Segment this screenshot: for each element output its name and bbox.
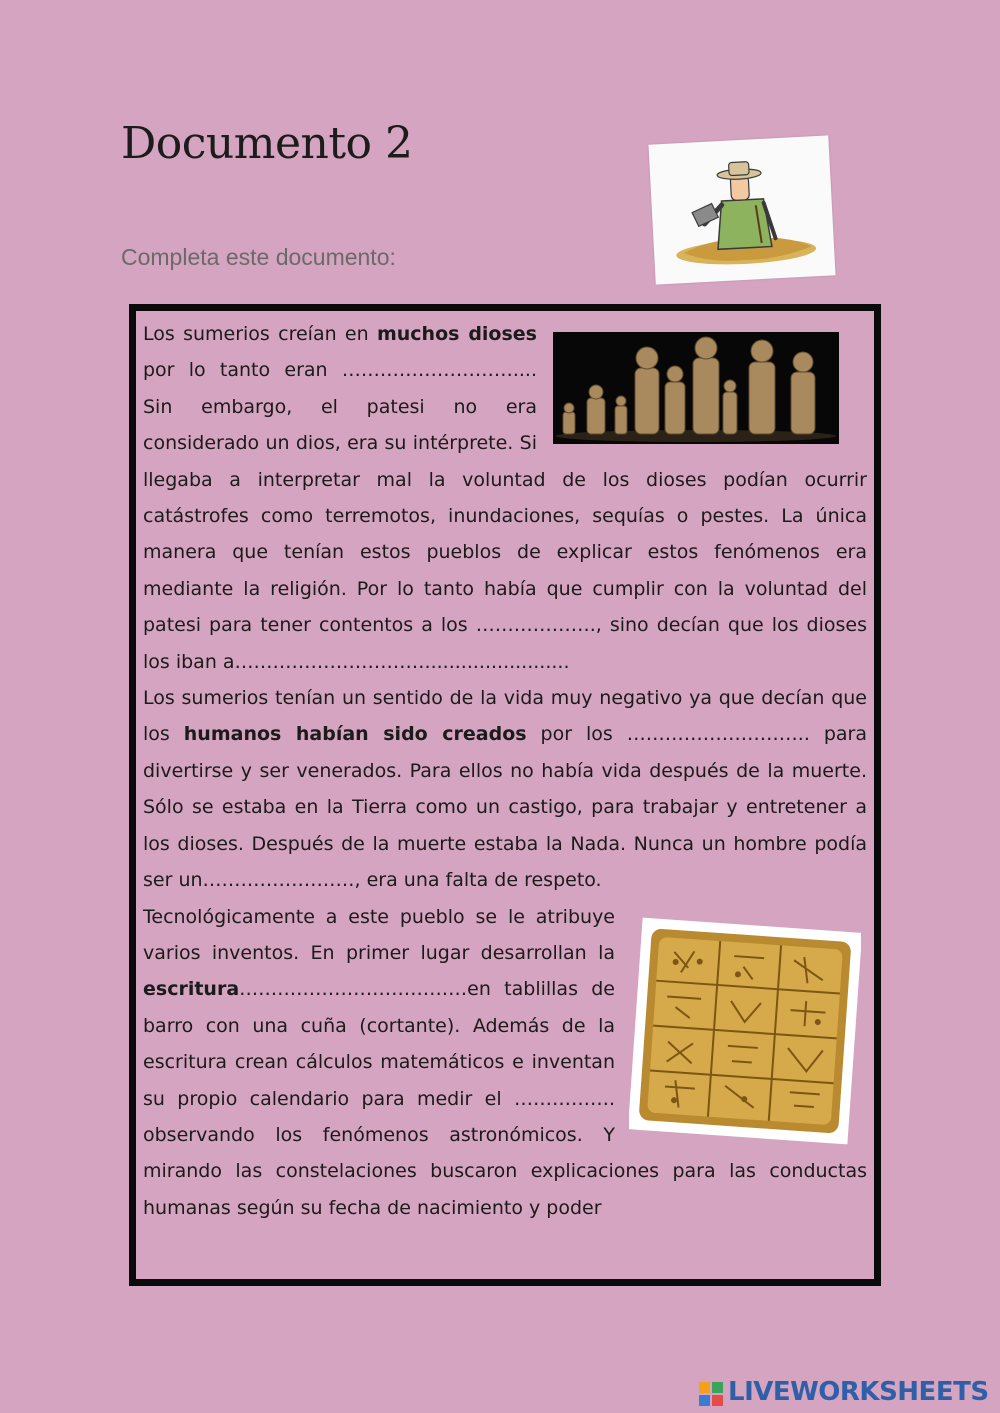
paragraph-3-part-2: ………………………………en tablillas de barro con una cuña (cortante). Además de la escritura crean cálculos matemáticos e inventan su propio calendario para medir el ……………. observando los fenómenos astronómicos. Y mirando las constelaciones buscaron explicaciones para las conductas humanas según su fecha de nacimiento y poder: [143, 978, 867, 1219]
cuneiform-tablet-photo: [629, 917, 861, 1145]
page-subtitle: Completa este documento:: [121, 244, 396, 270]
paragraph-1-part-1: Los sumerios creían en: [143, 323, 377, 345]
page-title: Documento 2: [121, 118, 413, 169]
archaeologist-illustration: [648, 135, 835, 284]
paragraph-3-part-1: Tecnológicamente a este pueblo se le atribuye varios inventos. En primer lugar desarrollan la: [143, 905, 615, 964]
document-body: [143, 316, 867, 1226]
paragraph-2-bold: humanos habían sido creados: [183, 723, 527, 746]
paragraph-1-bold: muchos dioses: [376, 323, 537, 345]
paragraph-2-part-1: Los sumerios tenían un sentido de la vida muy negativo ya que decían que los: [143, 687, 867, 746]
paragraph-3-bold: escritura: [143, 978, 240, 1001]
liveworksheets-mark-icon: [699, 1382, 723, 1406]
paragraph-1-part-2: por lo tanto eran ……………………….... Sin embargo, el patesi no era considerado un dios, era su intérprete. Si llegaba a interpretar mal la voluntad de los dioses podían ocurrir catástrofes como terremotos, inundaciones, sequías o pestes. La única manera que tenían estos pueblos de explicar estos fenómenos era mediante la religión. Por lo tanto había que cumplir con la voluntad del patesi para tener contentos a los ………………., sino decían que los dioses los iban a…………………………........................: [143, 359, 867, 673]
paragraph-2-part-2: por los ……………………….. para divertirse y ser venerados. Para ellos no había vida después de la muerte. Sólo se estaba en la Tierra como un castigo, para trabajar y entretener a los dioses. Después de la muerte estaba la Nada. Nunca un hombre podía ser un……………………, era una falta de respeto.: [143, 723, 867, 892]
sumerian-statues-photo: [553, 332, 839, 444]
liveworksheets-logo-text: LIVEWORKSHEETS: [728, 1377, 989, 1407]
